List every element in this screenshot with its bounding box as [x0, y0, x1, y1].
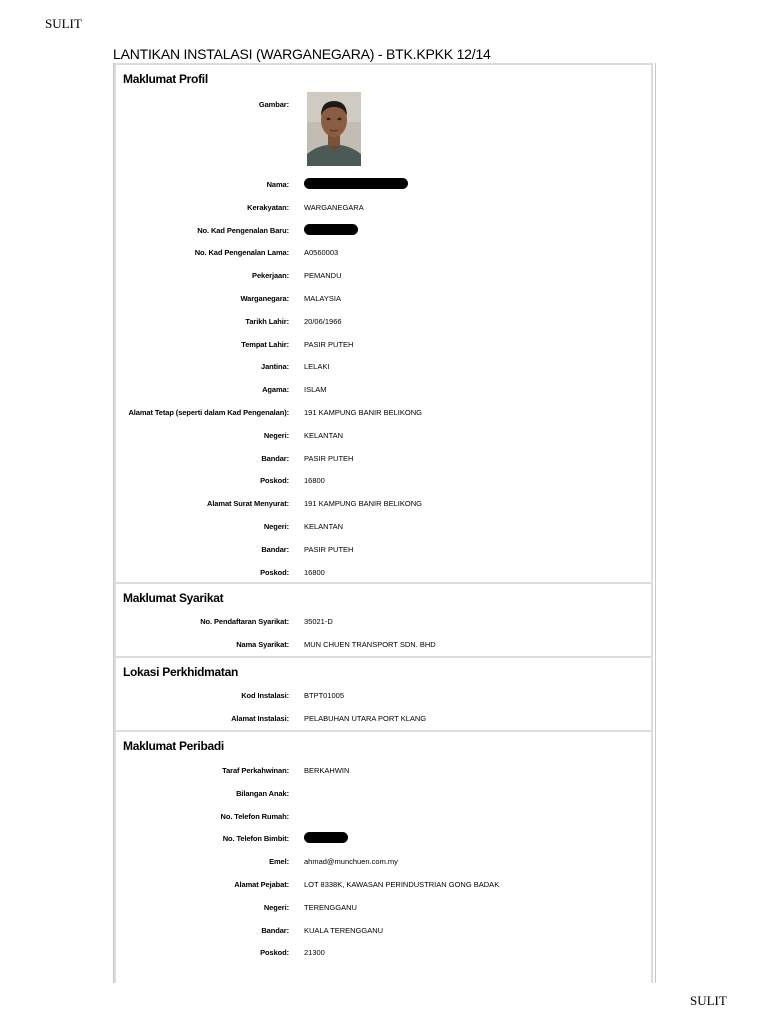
field-value: 20/06/1966 [304, 316, 342, 326]
field-row [116, 203, 651, 217]
field-value: WARGANEGARA [304, 202, 364, 212]
field-value: KELANTAN [304, 522, 344, 531]
redaction-bar [304, 832, 348, 843]
field-label: Negeri: [263, 522, 289, 531]
field-value: BTPT01005 [304, 691, 345, 700]
field-row [116, 180, 651, 194]
field-label: No. Pendaftaran Syarikat: [200, 617, 289, 626]
field-row [116, 617, 651, 631]
field-value: MALAYSIA [304, 294, 341, 303]
field-row [116, 857, 651, 871]
field-row [116, 454, 651, 468]
field-label: No. Kad Pengenalan Lama: [194, 248, 289, 258]
field-value: PASIR PUTEH [304, 453, 354, 463]
redaction-bar [304, 224, 358, 235]
field-label: Negeri: [263, 902, 289, 912]
section-heading: Maklumat Syarikat [123, 591, 224, 605]
field-row [116, 522, 651, 536]
field-label: Alamat Instalasi: [231, 713, 289, 723]
field-label: Nama: [266, 180, 289, 189]
classification-mark-top: SULIT [45, 16, 82, 31]
field-value: PASIR PUTEH [304, 339, 354, 349]
field-row [116, 948, 651, 962]
field-row [116, 568, 651, 582]
field-value: MUN CHUEN TRANSPORT SDN. BHD [304, 639, 436, 649]
field-row [116, 903, 651, 917]
field-row [116, 476, 651, 490]
field-row [116, 408, 651, 422]
field-value: PASIR PUTEH [304, 544, 354, 554]
field-value: PEMANDU [304, 271, 342, 281]
field-label: Bandar: [261, 453, 289, 463]
field-label: Nama Syarikat: [236, 639, 289, 649]
field-row [116, 499, 651, 513]
field-row [116, 362, 651, 376]
field-row [116, 226, 651, 240]
section-lokasi [114, 656, 653, 732]
field-label: Jantina: [261, 362, 289, 372]
field-label: Poskod: [260, 567, 289, 577]
field-label: No. Telefon Bimbit: [222, 834, 289, 844]
field-row [116, 545, 651, 559]
field-row [116, 431, 651, 445]
field-row [116, 691, 651, 705]
field-value: 191 KAMPUNG BANIR BELIKONG [304, 499, 422, 509]
field-label: No. Kad Pengenalan Baru: [197, 225, 289, 235]
field-label: Taraf Perkahwinan: [222, 766, 289, 775]
field-value: LELAKI [304, 362, 330, 372]
field-value: A0560003 [304, 248, 339, 258]
document-title: LANTIKAN INSTALASI (WARGANEGARA) - BTK.KPKK 12/14 [113, 46, 491, 62]
field-row [116, 926, 651, 940]
section-syarikat [114, 582, 653, 658]
field-label: No. Telefon Rumah: [220, 811, 289, 821]
field-row [116, 812, 651, 826]
field-value: PELABUHAN UTARA PORT KLANG [304, 713, 427, 723]
field-row [116, 834, 651, 848]
field-row [116, 248, 651, 262]
field-row [116, 340, 651, 354]
section-heading: Lokasi Perkhidmatan [123, 665, 239, 679]
field-value: LOT 8338K, KAWASAN PERINDUSTRIAN GONG BADAK [304, 880, 500, 889]
field-row [116, 714, 651, 728]
field-row [116, 789, 651, 803]
field-value: 21300 [304, 948, 325, 958]
field-label: Bandar: [261, 544, 289, 554]
field-value: 16800 [304, 476, 325, 486]
field-label: Gambar: [258, 100, 289, 109]
field-value: 35021-D [304, 617, 333, 626]
field-label: Alamat Pejabat: [234, 880, 289, 889]
photo-row [116, 100, 651, 114]
field-label: Emel: [269, 857, 289, 867]
field-value: BERKAHWIN [304, 766, 350, 775]
field-value: ahmad@munchuen.com.my [304, 857, 398, 867]
field-row [116, 385, 651, 399]
field-label: Kod Instalasi: [241, 691, 289, 700]
field-row [116, 766, 651, 780]
field-label: Agama: [262, 385, 289, 395]
field-row [116, 880, 651, 894]
field-value: 16800 [304, 567, 325, 577]
field-row [116, 271, 651, 285]
field-label: Poskod: [260, 948, 289, 958]
field-label: Bandar: [261, 925, 289, 935]
section-profil [114, 63, 653, 584]
field-row [116, 640, 651, 654]
field-label: Poskod: [260, 476, 289, 486]
field-label: Negeri: [263, 430, 289, 440]
field-value: KELANTAN [304, 430, 344, 440]
field-value: ISLAM [304, 385, 327, 395]
field-label: Warganegara: [240, 294, 289, 303]
field-row [116, 317, 651, 331]
field-label: Tempat Lahir: [241, 339, 289, 349]
profile-photo [307, 92, 361, 166]
field-label: Pekerjaan: [252, 271, 289, 281]
section-heading: Maklumat Profil [123, 72, 208, 86]
redaction-bar [304, 178, 408, 189]
field-label: Alamat Surat Menyurat: [207, 499, 289, 509]
field-label: Bilangan Anak: [236, 788, 289, 798]
field-value: 191 KAMPUNG BANIR BELIKONG [304, 408, 422, 417]
field-value: KUALA TERENGGANU [304, 925, 384, 935]
field-label: Kerakyatan: [247, 202, 289, 212]
field-label: Alamat Tetap (seperti dalam Kad Pengenalan): [128, 408, 289, 417]
section-heading: Maklumat Peribadi [123, 739, 224, 753]
classification-mark-bottom: SULIT [690, 993, 727, 1008]
section-peribadi [114, 730, 653, 983]
field-label: Tarikh Lahir: [245, 316, 289, 326]
field-row [116, 294, 651, 308]
form-container [113, 63, 656, 983]
field-value: TERENGGANU [304, 902, 357, 912]
